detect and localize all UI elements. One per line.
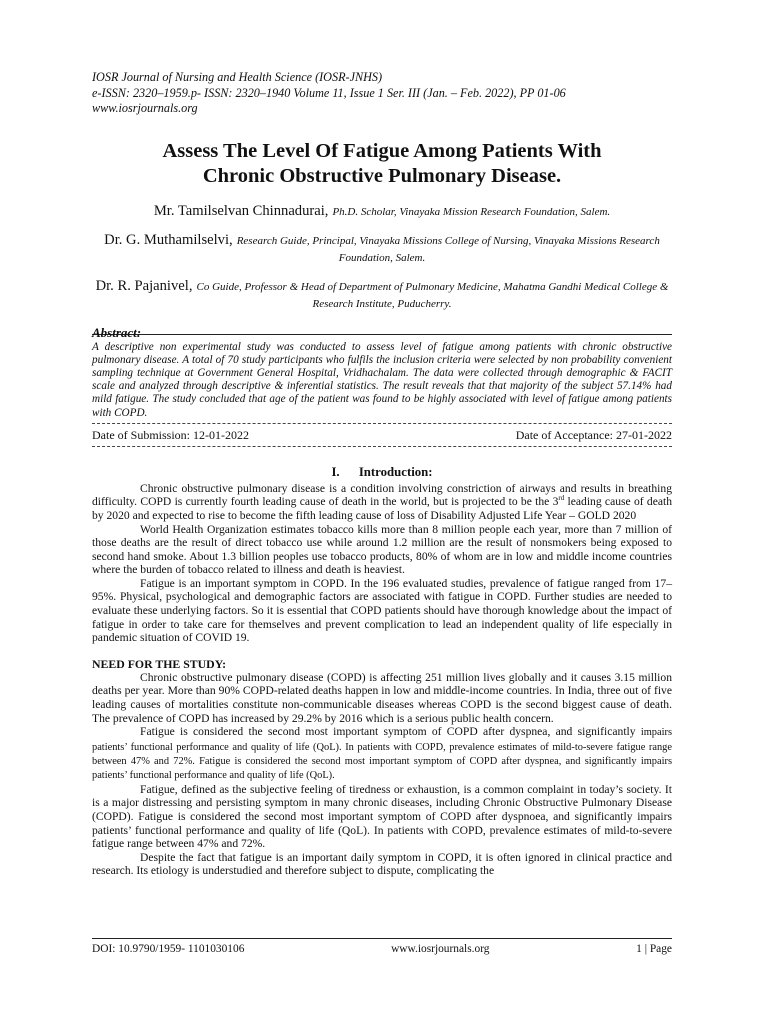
intro-paragraph-3: Fatigue is an important symptom in COPD. In the 196 evaluated studies, prevalence of fatigue ranged from 17–95%. Physical, psychological and demographic factors are associated with fatigue in COPD. Further studies are needed to evaluate these underlying factors. So it is essential that COPD patients should have thorough knowledge about the impact of fatigue in order to take care for themselves and prevent complication to lead an independent quality of life especially in pandemic situation of COVID 19. xyxy=(92,576,672,645)
intro-paragraph-1: Chronic obstructive pulmonary disease is a condition involving constriction of airways and results in breathing difficulty. COPD is currently fourth leading cause of death in the world, but is projected to be the 3rd leading cause of death by 2020 and expected to rise to become the fifth leading cause of loss of Disability Adjusted Life Year – GOLD 2020 xyxy=(92,481,673,522)
author-affiliation: Research Guide, Principal, Vinayaka Missions College of Nursing, Vinayaka Missions Research Foundation, Salem. xyxy=(236,234,660,264)
footer-doi: DOI: 10.9790/1959- 1101030106 xyxy=(92,943,245,955)
author-name: Dr. G. Muthamilselvi, xyxy=(104,231,233,248)
abstract-rule xyxy=(92,334,672,335)
paper-page xyxy=(92,70,672,878)
author-2 xyxy=(92,232,672,266)
footer-page-number: 1 | Page xyxy=(636,943,672,955)
dashed-divider xyxy=(92,446,672,447)
author-affiliation: Co Guide, Professor & Head of Department of Pulmonary Medicine, Mahatma Gandhi Medical College & Research Institute, Puducherry. xyxy=(196,280,669,310)
submission-date: Date of Submission: 12-01-2022 xyxy=(92,427,249,442)
need-paragraph-4: Despite the fact that fatigue is an important daily symptom in COPD, it is often ignored in clinical practice and research. Its etiology is understudied and therefore subject to dispute, complicating the xyxy=(92,850,672,878)
author-name: Dr. R. Pajanivel, xyxy=(95,277,193,294)
footer-website[interactable]: www.iosrjournals.org xyxy=(391,943,490,955)
dates-row xyxy=(92,427,672,443)
need-paragraph-1: Chronic obstructive pulmonary disease (COPD) is affecting 251 million lives globally and it causes 3.15 million deaths per year. More than 90% COPD-related deaths happen in low and middle-income countries. In India, three out of five leading causes of mortalities constitute non-communicable diseases whereas COPD is the second biggest cause of death. The prevalence of COPD has increased by 29.2% by 2016 which is a serious public health concern. xyxy=(92,670,672,725)
abstract-text: A descriptive non experimental study was conducted to assess level of fatigue among patients with chronic obstructive pulmonary disease. A total of 70 study participants who fulfils the inclusion criteria were selected by non probability convenient sampling technique at Government General Hospital, Vridhachalam. The data were collected through demographic & FACIT scale and analyzed through descriptive & inferential statistics. The result reveals that that majority of the subject 57.14% had mild fatigue. The study concluded that age of the patient was found to be highly associated with level of fatigue among patients with COPD. xyxy=(92,340,672,419)
author-1 xyxy=(92,203,672,220)
page-footer xyxy=(92,942,672,956)
journal-issn: e-ISSN: 2320–1959.p- ISSN: 2320–1940 Volume 11, Issue 1 Ser. III (Jan. – Feb. 2022), PP 01-06 xyxy=(92,85,566,100)
footer-rule xyxy=(92,938,672,939)
need-heading: NEED FOR THE STUDY: xyxy=(92,656,227,671)
author-3 xyxy=(92,278,672,312)
journal-website: www.iosrjournals.org xyxy=(92,101,198,115)
need-paragraph-2: Fatigue is considered the second most important symptom of COPD after dyspnea, and significantly impairs patients’ functional performance and quality of life (QoL). In patients with COPD, prevalence estimates of mild-to-severe fatigue range between 47% and 72%. Fatigue is considered the second most important symptom of COPD after dyspnea, and significantly impairs patients’ functional performance and quality of life (QoL). xyxy=(92,725,672,782)
need-paragraph-3: Fatigue, defined as the subjective feeling of tiredness or exhaustion, is a common complaint in today’s society. It is a major distressing and persisting symptom in many chronic diseases, including Chronic Obstructive Pulmonary Disease (COPD). Fatigue is considered the second most important symptom of COPD after dyspnoea, and significantly impairs patients’ functional performance and quality of life (QoL). In patients with COPD, prevalence estimates of mild-to-severe fatigue range between 47% and 72%. xyxy=(92,782,672,851)
author-affiliation: Ph.D. Scholar, Vinayaka Mission Research Foundation, Salem. xyxy=(332,205,611,218)
intro-paragraph-2: World Health Organization estimates tobacco kills more than 8 million people each year, more than 7 million of those deaths are the result of direct tobacco use while around 1.2 million are the result of nonsmokers being exposed to second hand smoke. About 1.3 billion peoples use tobacco products, 80% of whom are in low and middle income countries where the burden of tobacco related to illness and death is heaviest. xyxy=(92,522,672,577)
acceptance-date: Date of Acceptance: 27-01-2022 xyxy=(515,427,672,442)
paper-title: Assess The Level Of Fatigue Among Patients With Chronic Obstructive Pulmonary Disease. xyxy=(162,139,602,187)
abstract-heading: Abstract: xyxy=(92,324,142,340)
journal-header xyxy=(92,70,672,117)
dashed-divider xyxy=(92,423,672,424)
author-name: Mr. Tamilselvan Chinnadurai, xyxy=(153,202,329,219)
journal-name: IOSR Journal of Nursing and Health Science (IOSR-JNHS) xyxy=(92,70,383,84)
introduction-heading: I. Introduction: xyxy=(331,464,433,479)
